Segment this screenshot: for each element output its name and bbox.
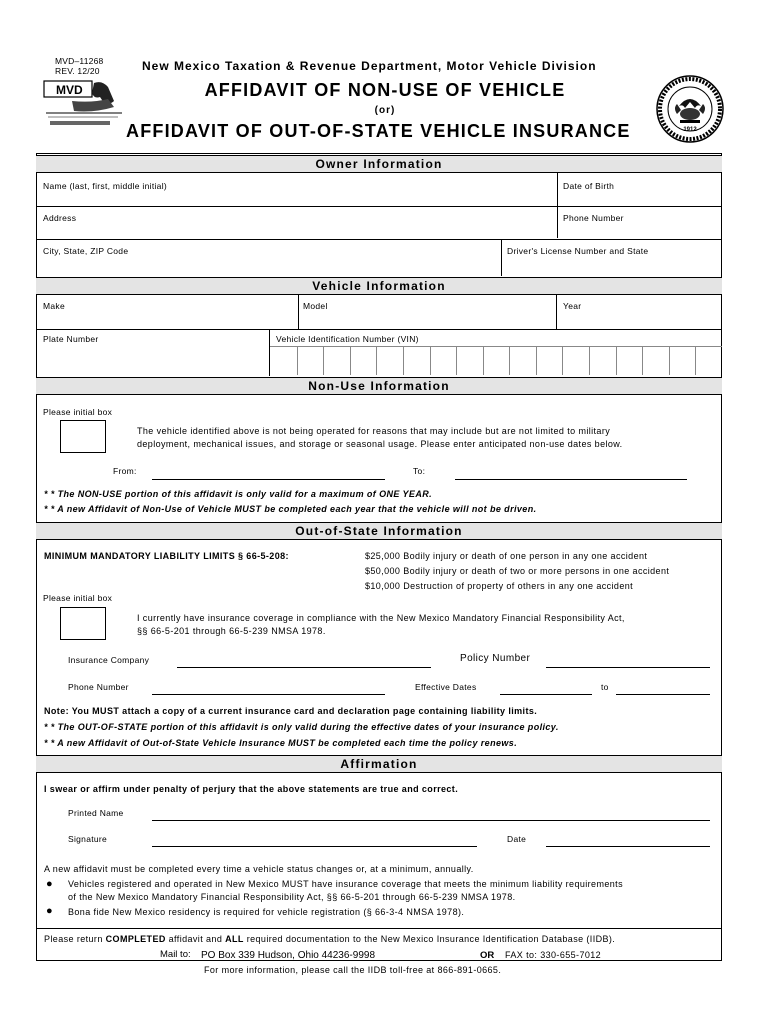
signature-label: Signature [68,834,108,844]
year-label: Year [563,301,582,311]
vin-cell-divider [483,347,484,375]
footer-divider [36,928,722,929]
plate-label: Plate Number [43,334,99,344]
to-date-field[interactable] [455,479,687,480]
vin-cell-divider [403,347,404,375]
affirmation-text-1: A new affidavit must be completed every time a vehicle status changes or, at a minimum, annually. [44,864,474,874]
signature-field[interactable] [152,846,477,847]
fax-number: FAX to: 330-655-7012 [505,950,602,960]
return-post: required documentation to the New Mexico Insurance Identification Database (IIDB). [243,934,616,944]
form-number: MVD–11268 [55,56,104,66]
limit-2: $50,000 Bodily injury or death of two or more persons in one accident [365,566,670,576]
nonuse-initial-box[interactable] [60,420,106,453]
outofstate-text-2: §§ 66-5-201 through 66-5-239 NMSA 1978. [137,626,326,636]
printed-name-field[interactable] [152,820,710,821]
date-label: Date [507,834,527,844]
vin-cell-divider [376,347,377,375]
outofstate-initial-label: Please initial box [43,593,113,603]
vin-cell-divider [430,347,431,375]
bullet-1-line-b: of the New Mexico Mandatory Financial Responsibility Act, §§ 66-5-201 through 66-5-239 NMSA 1978. [68,892,516,902]
owner-row-line [36,239,722,240]
bullet-1-line-a: Vehicles registered and operated in New Mexico MUST have insurance coverage that meets the minimum liability requirements [68,879,623,889]
nonuse-section-heading: Non-Use Information [36,377,722,395]
vin-cell-divider [536,347,537,375]
title-outofstate: AFFIDAVIT OF OUT-OF-STATE VEHICLE INSURANCE [126,121,631,141]
department-name: New Mexico Taxation & Revenue Department, Motor Vehicle Division [142,59,597,73]
form-revision: REV. 12/20 [55,66,100,76]
vin-cell-divider [350,347,351,375]
vehicle-divider [556,295,557,330]
vehicle-row-line [36,329,722,330]
owner-row-line [36,206,722,207]
effective-start-field[interactable] [500,694,592,695]
nonuse-text-1: The vehicle identified above is not being operated for reasons that may include but are not limited to military [137,426,611,436]
make-field[interactable] [40,311,295,328]
outofstate-section-heading: Out-of-State Information [36,522,722,540]
title-or: (or) [374,105,396,116]
vin-cell-divider [589,347,590,375]
model-field[interactable] [301,311,554,328]
to-label: To: [413,466,426,476]
seal-year: 1912 [683,127,697,133]
vehicle-section-heading: Vehicle Information [36,277,722,295]
year-field[interactable] [560,311,718,328]
dl-field[interactable] [504,256,718,274]
vin-cell-divider [509,347,510,375]
vin-cell-divider [323,347,324,375]
vin-cell-divider [616,347,617,375]
model-label: Model [303,301,328,311]
effective-dates-label: Effective Dates [415,682,477,692]
city-label: City, State, ZIP Code [43,246,129,256]
phone-field[interactable] [560,222,718,240]
mail-address: PO Box 339 Hudson, Ohio 44236-9998 [201,950,376,961]
vin-cell-divider [562,347,563,375]
date-field[interactable] [546,846,710,847]
bullet-2: Bona fide New Mexico residency is required for vehicle registration (§ 66-3-4 NMSA 1978). [68,907,465,917]
dob-label: Date of Birth [563,181,615,191]
insurance-phone-field[interactable] [152,694,385,695]
vin-cell-divider [669,347,670,375]
vin-cell-divider [642,347,643,375]
vin-field[interactable] [270,347,722,375]
vehicle-divider [298,295,299,330]
nonuse-note-1: * * The NON-USE portion of this affidavit is only valid for a maximum of ONE YEAR. [44,489,433,499]
vin-cell-divider [456,347,457,375]
return-instructions [44,934,615,944]
nonuse-initial-label: Please initial box [43,407,113,417]
insurance-company-field[interactable] [177,667,431,668]
outofstate-initial-box[interactable] [60,607,106,640]
vin-cell-divider [695,347,696,375]
mail-label: Mail to: [160,949,191,960]
printed-name-label: Printed Name [68,808,124,818]
vin-label: Vehicle Identification Number (VIN) [276,334,419,344]
owner-section-heading: Owner Information [36,155,722,173]
outofstate-note-1: Note: You MUST attach a copy of a current insurance card and declaration page containing liability limits. [44,706,538,716]
nonuse-text-2: deployment, mechanical issues, and storage or seasonal usage. Please enter anticipated non-use dates below. [137,439,623,449]
return-all: ALL [225,934,244,944]
effective-end-field[interactable] [616,694,710,695]
limit-3: $10,000 Destruction of property of others in any one accident [365,581,634,591]
return-mid: affidavit and [165,934,226,944]
logo-text: MVD [56,83,83,97]
plate-field[interactable] [40,346,266,374]
vin-cell-divider [297,347,298,375]
iidb-info: For more information, please call the IIDB toll-free at 866-891-0665. [204,965,502,975]
nonuse-note-2: * * A new Affidavit of Non-Use of Vehicle MUST be completed each year that the vehicle will not be driven. [44,504,537,514]
limit-1: $25,000 Bodily injury or death of one person in any one accident [365,551,648,561]
name-label: Name (last, first, middle initial) [43,181,168,191]
outofstate-note-3: * * A new Affidavit of Out-of-State Vehicle Insurance MUST be completed each time the policy renews. [44,738,518,748]
policy-number-label: Policy Number [460,653,531,664]
affirmation-section-heading: Affirmation [36,755,722,773]
address-field[interactable] [40,222,556,240]
phone-label: Phone Number [563,213,624,223]
bullet-icon: ● [46,878,54,890]
outofstate-text-1: I currently have insurance coverage in compliance with the New Mexico Mandatory Financial Responsibility Act, [137,613,625,623]
insurance-phone-label: Phone Number [68,682,129,692]
policy-number-field[interactable] [546,667,710,668]
return-pre: Please return [44,934,106,944]
address-label: Address [43,213,77,223]
dl-label: Driver's License Number and State [507,246,649,256]
owner-divider [501,239,502,276]
from-label: From: [113,466,137,476]
footer-or: OR [480,950,495,961]
affirmation-statement: I swear or affirm under penalty of perjury that the above statements are true and correct. [44,784,459,794]
state-seal [655,74,725,144]
outofstate-note-2: * * The OUT-OF-STATE portion of this affidavit is only valid during the effective dates of your insurance policy. [44,722,559,732]
liability-limits-label: MINIMUM MANDATORY LIABILITY LIMITS § 66-5-208: [44,551,289,561]
make-label: Make [43,301,65,311]
return-completed: COMPLETED [105,934,166,944]
bullet-icon: ● [46,905,54,917]
city-field[interactable] [40,256,498,274]
effective-to-label: to [601,682,609,692]
from-date-field[interactable] [152,479,385,480]
title-nonuse: AFFIDAVIT OF NON-USE OF VEHICLE [204,80,566,100]
insurance-company-label: Insurance Company [68,655,150,665]
